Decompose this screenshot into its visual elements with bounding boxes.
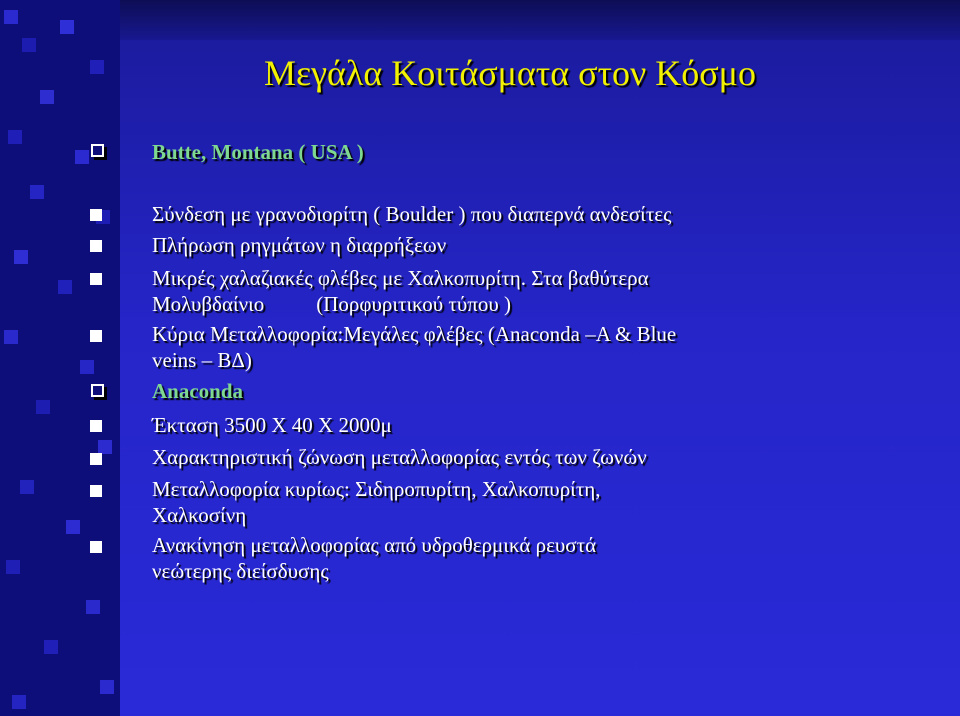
square-bullet-icon bbox=[90, 273, 102, 285]
list-item-line: Μικρές χαλαζιακές φλέβες με Χαλκοπυρίτη. Στα βαθύτερα bbox=[152, 266, 649, 290]
hollow-square-bullet-icon bbox=[91, 384, 104, 397]
top-band bbox=[120, 0, 960, 40]
list-item-line: Ανακίνηση μεταλλοφορίας από υδροθερμικά ρευστά bbox=[152, 533, 597, 557]
list-item: Χαρακτηριστική ζώνωση μεταλλοφορίας εντός των ζωνών bbox=[152, 445, 647, 469]
heading-anaconda: Anaconda bbox=[152, 379, 244, 403]
list-item: Έκταση 3500 Χ 40 Χ 2000μ bbox=[152, 413, 392, 437]
list-item-line bbox=[152, 291, 912, 317]
square-bullet-icon bbox=[90, 541, 102, 553]
decorative-side-strip bbox=[0, 0, 120, 716]
list-item-part: (Πορφυριτικού τύπου ) bbox=[316, 292, 511, 316]
list-item bbox=[152, 321, 912, 373]
heading-butte: Butte, Montana ( USA ) bbox=[152, 140, 364, 164]
list-item: Σύνδεση με γρανοδιορίτη ( Boulder ) που διαπερνά ανδεσίτες bbox=[152, 202, 672, 226]
square-bullet-icon bbox=[90, 453, 102, 465]
list-item-line: Χαλκοσίνη bbox=[152, 503, 247, 527]
list-item: Πλήρωση ρηγμάτων η διαρρήξεων bbox=[152, 233, 447, 257]
hollow-square-bullet-icon bbox=[91, 144, 104, 157]
slide-title: Μεγάλα Κοιτάσματα στον Κόσμο bbox=[264, 53, 756, 93]
list-item bbox=[152, 532, 912, 584]
square-bullet-icon bbox=[90, 240, 102, 252]
list-item bbox=[152, 265, 912, 317]
list-item-line: Κύρια Μεταλλοφορία:Μεγάλες φλέβες (Anaconda –A & Blue bbox=[152, 322, 677, 346]
square-bullet-icon bbox=[90, 209, 102, 221]
list-item bbox=[152, 476, 912, 528]
list-item-part: Μολυβδαίνιο bbox=[152, 292, 265, 316]
square-bullet-icon bbox=[90, 485, 102, 497]
list-item-line: νεώτερης διείσδυσης bbox=[152, 559, 329, 583]
list-item-line: veins – ΒΔ) bbox=[152, 348, 252, 372]
square-bullet-icon bbox=[90, 330, 102, 342]
square-bullet-icon bbox=[90, 420, 102, 432]
list-item-line: Μεταλλοφορία κυρίως: Σιδηροπυρίτη, Χαλκοπυρίτη, bbox=[152, 477, 601, 501]
